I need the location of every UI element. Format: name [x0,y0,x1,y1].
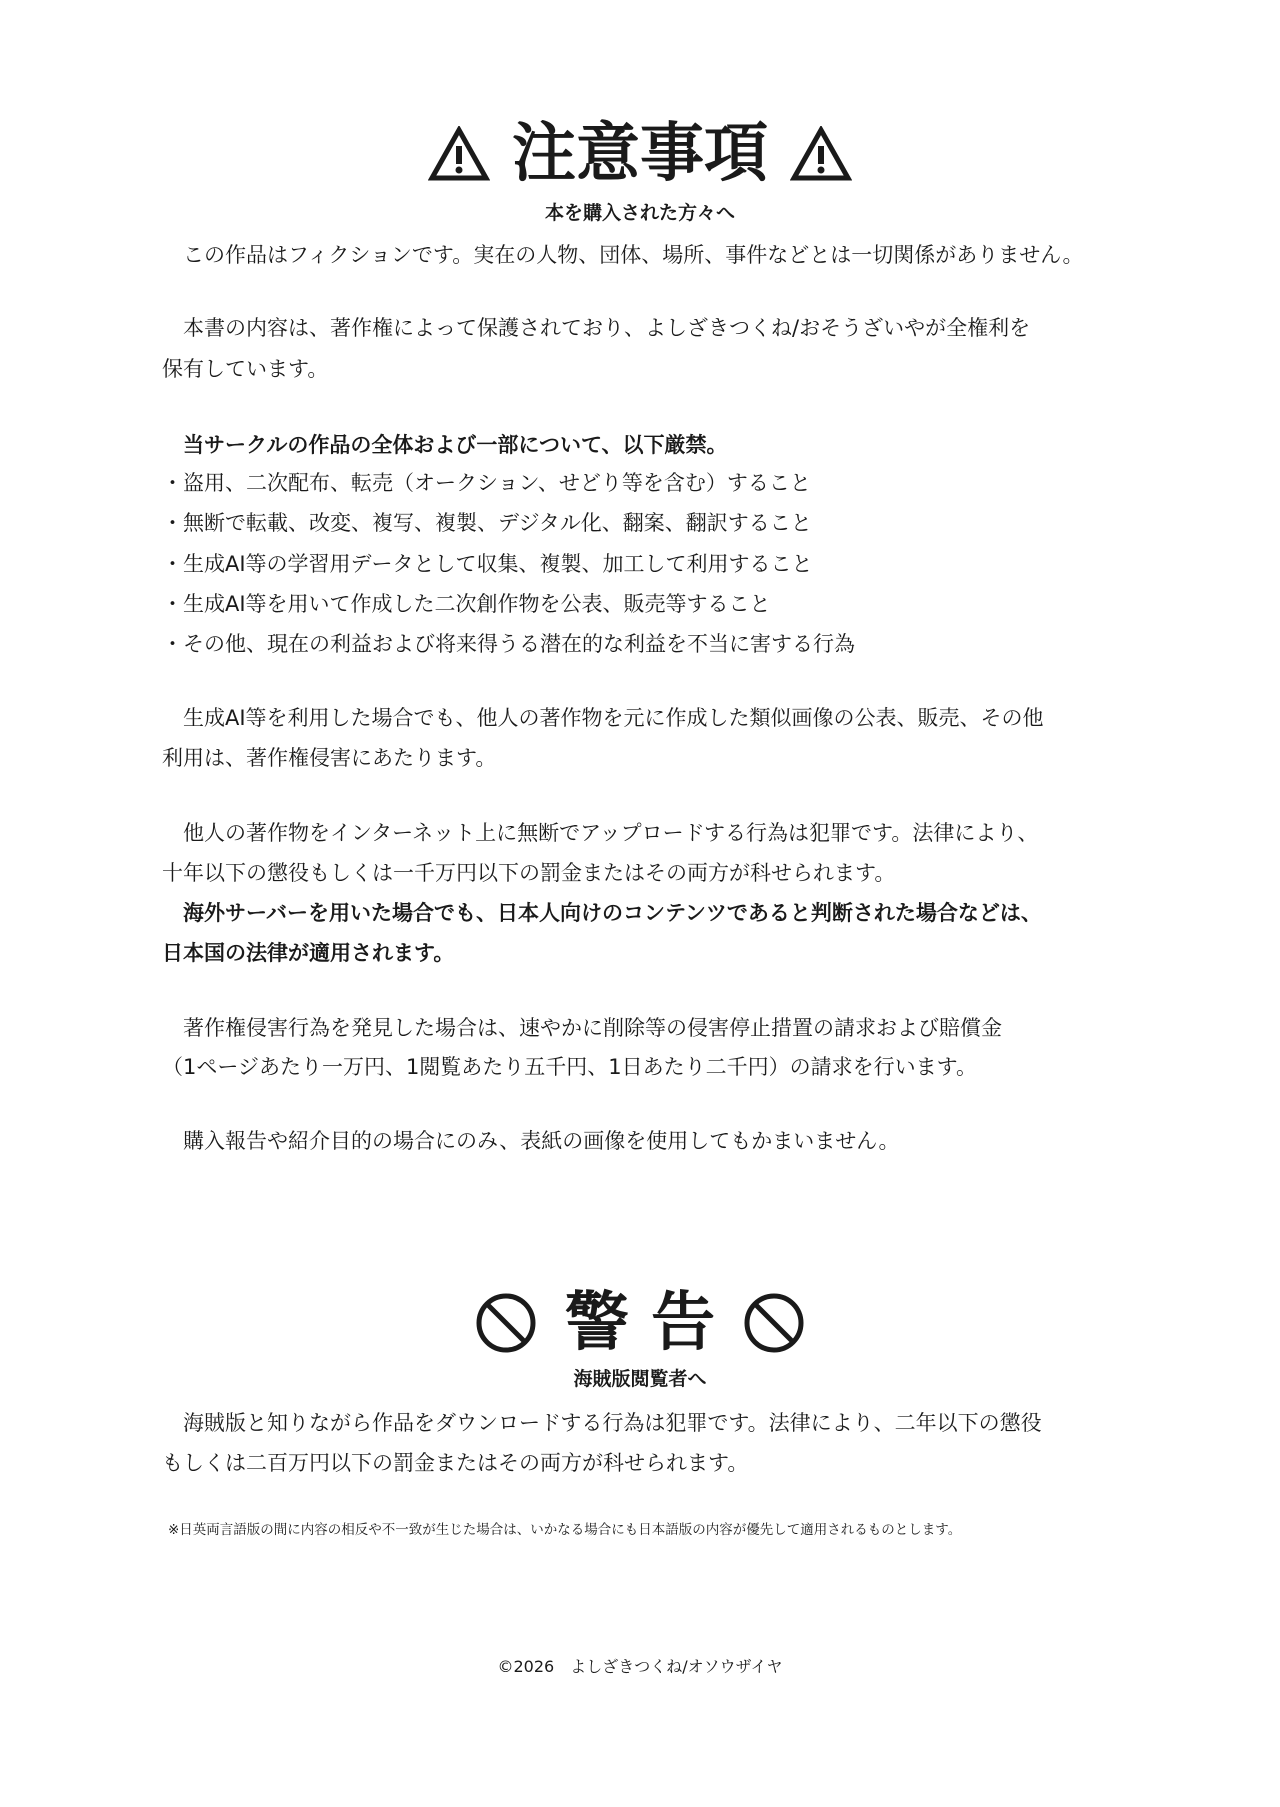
piracy-paragraph: 海賊版と知りながら作品をダウンロードする行為は犯罪です。法律により、二年以下の懲役 [162,1411,1042,1435]
overseas-server-paragraph: 日本国の法律が適用されます。 [162,941,455,965]
ban-heading: 当サークルの作品の全体および一部について、以下厳禁。 [162,433,728,457]
warning-subtitle: 海賊版閲覧者へ [573,1368,707,1390]
notice-subtitle: 本を購入された方々へ [544,202,735,224]
ai-paragraph: 生成AI等を利用した場合でも、他人の著作物を元に作成した類似画像の公表、販売、その他 [162,706,1044,730]
ban-item: ・その他、現在の利益および将来得うる潜在的な利益を不当に害する行為 [162,632,855,656]
notice-title-row [0,114,1280,194]
ban-item: ・無断で転載、改変、複写、複製、デジタル化、翻案、翻訳すること [162,511,812,535]
upload-paragraph: 他人の著作物をインターネット上に無断でアップロードする行為は犯罪です。法律により、 [162,821,1039,845]
ban-item: ・生成AI等の学習用データとして収集、複製、加工して利用すること [162,552,813,576]
fiction-disclaimer: この作品はフィクションです。実在の人物、団体、場所、事件などとは一切関係がありません。 [162,243,1084,267]
damages-paragraph: （1ページあたり一万円、1閲覧あたり五千円、1日あたり二千円）の請求を行います。 [162,1055,977,1079]
piracy-paragraph: もしくは二百万円以下の罰金またはその両方が科せられます。 [162,1451,749,1475]
upload-paragraph: 十年以下の懲役もしくは一千万円以下の罰金またはその両方が科せられます。 [162,861,896,885]
copyright-footer: ©2026 よしざきつくね/オソウザイヤ [497,1657,783,1676]
prohibited-icon [475,1292,537,1354]
overseas-server-paragraph: 海外サーバーを用いた場合でも、日本人向けのコンテンツであると判断された場合などは、 [162,901,1042,925]
warning-triangle-icon [790,126,852,182]
copyright-statement: 保有しています。 [162,357,329,381]
prohibited-icon [743,1292,805,1354]
warning-title-row [0,1283,1280,1363]
ban-item: ・生成AI等を用いて作成した二次創作物を公表、販売等すること [162,592,771,616]
warning-triangle-icon [428,126,490,182]
notice-title: 注意事項 [512,116,768,191]
copyright-statement: 本書の内容は、著作権によって保護されており、よしざきつくね/おそうざいやが全権利を [162,316,1031,340]
warning-title: 警 告 [564,1285,716,1360]
damages-paragraph: 著作権侵害行為を発見した場合は、速やかに削除等の侵害停止措置の請求および賠償金 [162,1016,1002,1040]
language-note: ※日英両言語版の間に内容の相反や不一致が生じた場合は、いかなる場合にも日本語版の内容が優先して適用されるものとします。 [168,1522,962,1538]
cover-usage-paragraph: 購入報告や紹介目的の場合にのみ、表紙の画像を使用してもかまいません。 [162,1129,900,1153]
ai-paragraph: 利用は、著作権侵害にあたります。 [162,746,497,770]
ban-item: ・盗用、二次配布、転売（オークション、せどり等を含む）すること [162,471,811,495]
